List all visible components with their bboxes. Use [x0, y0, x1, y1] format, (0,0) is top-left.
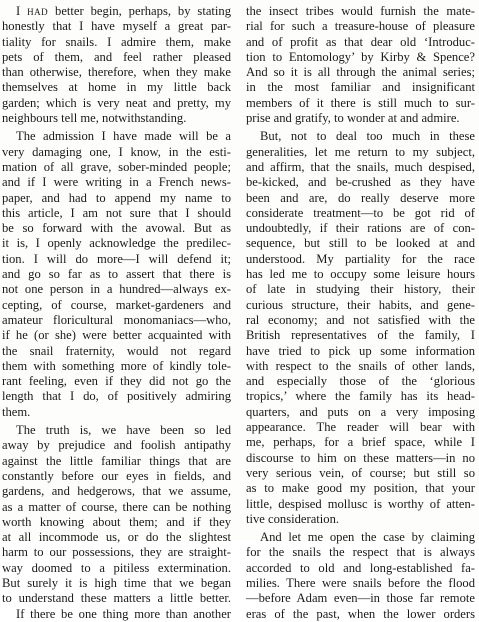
text-line: sequence, but still to be looked at and [246, 236, 475, 251]
text-line: away by prejudice and foolish antipathy [2, 438, 231, 453]
text-line: and especially those of the ‘glorious [246, 374, 475, 389]
text-line: way doomed to a pitiless extermination. [2, 560, 231, 575]
text-line: them. [2, 404, 31, 419]
text-line: worth knowing about them; and if they [2, 514, 231, 529]
text-line: curious structure, their habits, and gene- [246, 297, 475, 312]
text-line: mation of all grave, sober-minded people; [2, 159, 231, 174]
text-line: gardens, and hedgerows, that we assume, [2, 484, 231, 499]
text-line: to understand these matters a little better. [2, 591, 231, 606]
text-line: in the most familiar and insignificant [246, 80, 475, 95]
text-line: The admission I have made will be a [16, 129, 231, 144]
text-line: than otherwise, therefore, when they make [2, 65, 231, 80]
text-line: pets of them, and feel rather pleased [2, 49, 231, 64]
text-line: And so it is all through the animal series; [246, 65, 475, 80]
text-line: harm to our possessions, they are straight- [2, 545, 231, 560]
text-line: constantly before our eyes in fields, and [2, 468, 231, 483]
text-line: members of it there is still much to sur- [246, 95, 475, 110]
text-line: has led me to occupy some leisure hours [246, 267, 475, 282]
text-line: rial for such a treasure-house of pleasure [246, 19, 475, 34]
text-line: and of profit as that dear old ‘Introduc- [246, 34, 475, 49]
text-line: be-kicked, and be-crushed as they have [246, 175, 475, 190]
text-line: for the snails the respect that is always [246, 545, 475, 560]
text-line: cepting, of course, market-gardeners and [2, 297, 231, 312]
text-line: as to make good my position, that your [246, 481, 475, 496]
text-line: have tried to pick up some information [246, 343, 475, 358]
text-line: —before Adam even—in those far remote [246, 591, 475, 606]
text-line: If there be one thing more than another [16, 606, 231, 621]
text-line: honestly that I have myself a great par- [2, 19, 231, 34]
text-line: me, perhaps, for a brief space, while I [246, 435, 475, 450]
text-line: them with something more of kindly tole- [2, 358, 231, 373]
text-line: milies. There were snails before the flood [246, 575, 475, 590]
text-line: tropics,’ where the family has its head- [246, 389, 475, 404]
text-line: And let me open the case by claiming [260, 530, 475, 545]
text-line: But, not to deal too much in these [260, 129, 475, 144]
text-line: ral economy; and not satisfied with the [246, 312, 475, 327]
text-line: eras of the past, when the lower orders [246, 606, 475, 621]
text-line: as a matter of course, there can be nothing [2, 499, 231, 514]
text-line: British representatives of the family, I [246, 328, 475, 343]
text-line: and affirm, that the snails, much despised, [246, 159, 475, 174]
text-line: it is, I openly acknowledge the predilec- [2, 236, 231, 251]
left-column [2, 4, 231, 622]
text-line: little, despised mollusc is worthy of atten- [246, 496, 475, 511]
text-line: the insect tribes would furnish the mate- [246, 4, 475, 18]
text-line: garden; which is very neat and pretty, my [2, 95, 231, 110]
text-line: if he (or she) were better acquainted with [2, 328, 231, 343]
text-line: be so forward with the avowal. But as [2, 221, 231, 236]
text-line: the snail fraternity, would not regard [2, 343, 231, 358]
text-line: considerate treatment—to be got rid of [246, 205, 475, 220]
text-line: rant feeling, even if they did not go the [2, 374, 231, 389]
text-line: been and are, do really deserve more [246, 190, 475, 205]
text-line: undoubtedly, if their rations are of con- [246, 221, 475, 236]
text-line: But surely it is high time that we began [2, 575, 231, 590]
text-line: amateur floricultural monomaniacs—who, [2, 312, 231, 327]
text-line: appearance. The reader will bear with [246, 420, 475, 435]
text-line: understood. My partiality for the race [246, 251, 475, 266]
text-line: generalities, let me return to my subject, [246, 144, 475, 159]
text-line: quarters, and puts on a very imposing [246, 404, 475, 419]
text-line: paper, and had to append my name to [2, 190, 231, 205]
text-line: The truth is, we have been so led [16, 423, 231, 438]
text-line: length that I do, of positively admiring [2, 389, 231, 404]
text-line: with respect to the snails of other lands, [246, 358, 475, 373]
text-line: tiality for snails. I admire them, make [2, 34, 231, 49]
text-line: against the little familiar things that are [2, 453, 231, 468]
right-column [246, 4, 475, 622]
text-line: discourse to him on these matters—in no [246, 450, 475, 465]
text-line: I had better begin, perhaps, by stating [16, 4, 232, 18]
text-line: themselves at home in my little back [2, 80, 231, 95]
text-line: and go so far as to assert that there is [2, 267, 231, 282]
text-line: very serious vein, of course; but still so [246, 465, 475, 480]
text-line: not one person in a hundred—always ex- [2, 282, 231, 297]
text-line: tive consideration. [246, 511, 340, 526]
text-line: tion. I will do more—I will defend it; [2, 251, 231, 266]
text-line: and if I were writing in a French news- [2, 175, 231, 190]
text-line: of late in studying their history, their [246, 282, 475, 297]
text-line: prise and gratify, to wonder at and admire. [246, 111, 460, 126]
text-line: neighbours tell me, notwithstanding. [2, 111, 187, 126]
text-line: accorded to old and long-established fa- [246, 560, 475, 575]
text-line: tion to Entomology’ by Kirby & Spence? [246, 49, 475, 64]
text-line: very damaging one, I know, in the esti- [2, 144, 231, 159]
text-line: this article, I am not sure that I should [2, 205, 231, 220]
text-line: at all incommode us, or do the slightest [2, 530, 231, 545]
